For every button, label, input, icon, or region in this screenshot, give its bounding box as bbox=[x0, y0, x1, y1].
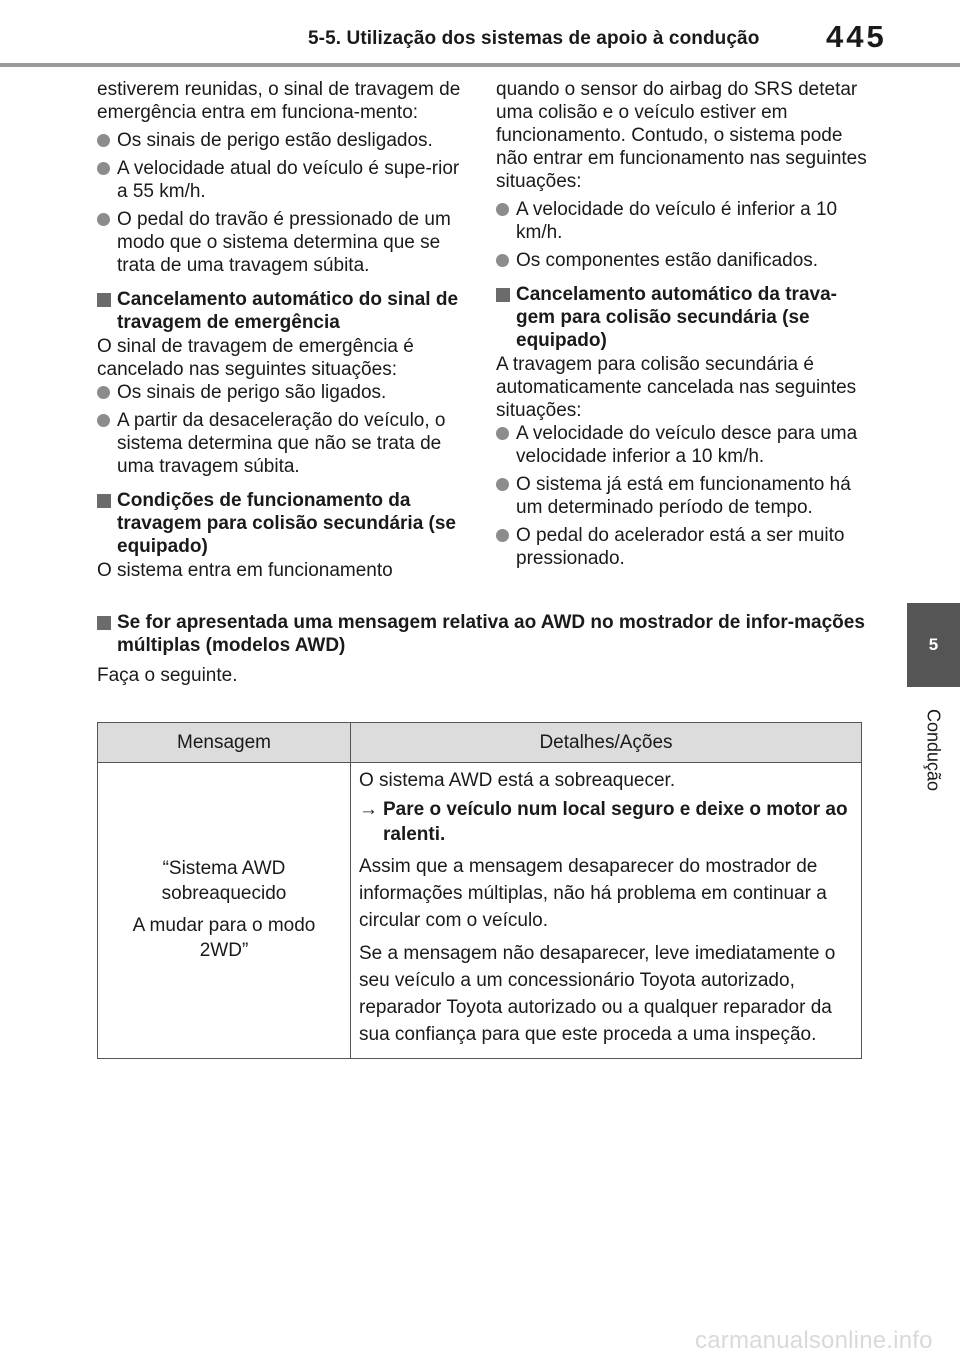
bullet-dot-icon bbox=[496, 427, 509, 440]
bullet-dot-icon bbox=[97, 386, 110, 399]
bullet-dot-icon bbox=[97, 162, 110, 175]
column-header-message: Mensagem bbox=[98, 723, 351, 763]
bullet-dot-icon bbox=[97, 213, 110, 226]
list-item: A velocidade atual do veículo é supe-rior a 55 km/h. bbox=[97, 157, 469, 203]
bullet-dot-icon bbox=[97, 414, 110, 427]
right-column bbox=[496, 78, 868, 575]
section-text: O sistema entra em funcionamento bbox=[97, 560, 393, 581]
section-heading: Cancelamento automático do sinal de travagem de emergência bbox=[97, 288, 469, 334]
message-text-line2: A mudar para o modo 2WD” bbox=[132, 915, 316, 961]
square-bullet-icon bbox=[496, 288, 510, 302]
awd-message-table bbox=[97, 722, 862, 1059]
section-header-title: 5-5. Utilização dos sistemas de apoio à condução bbox=[308, 28, 760, 49]
section-text: O sinal de travagem de emergência é cancelado nas seguintes situações: bbox=[97, 336, 414, 380]
watermark: carmanualsonline.info bbox=[695, 1327, 933, 1354]
message-text-line1: “Sistema AWD sobreaquecido bbox=[161, 858, 287, 904]
square-bullet-icon bbox=[97, 494, 111, 508]
bullet-dot-icon bbox=[97, 134, 110, 147]
left-intro: estiverem reunidas, o sinal de travagem de emergência entra em funciona-mento: bbox=[97, 79, 461, 123]
action-instruction: → Pare o veículo num local seguro e deixe o motor ao ralenti. bbox=[359, 799, 848, 845]
square-bullet-icon bbox=[97, 293, 111, 307]
message-cell bbox=[98, 763, 351, 1059]
header-divider bbox=[0, 63, 960, 67]
column-header-details: Detalhes/Ações bbox=[351, 723, 862, 763]
chapter-number: 5 bbox=[928, 635, 939, 654]
detail-text: O sistema AWD está a sobreaquecer. bbox=[359, 770, 676, 791]
detail-text: Se a mensagem não desaparecer, leve imediatamente o seu veículo a um concessionário Toyota autorizado, reparador Toyota autorizado ou a qualquer reparador da sua confiança para que este proceda a uma inspeção. bbox=[359, 943, 836, 1045]
chapter-tab[interactable] bbox=[907, 603, 960, 687]
table-header-row bbox=[98, 723, 862, 763]
section-heading: Cancelamento automático da trava-gem para colisão secundária (se equipado) bbox=[496, 283, 868, 352]
detail-text: Assim que a mensagem desaparecer do mostrador de informações múltiplas, não há problema em continuar a circular com o veículo. bbox=[359, 856, 827, 931]
list-item: A velocidade do veículo é inferior a 10 km/h. bbox=[496, 198, 868, 244]
list-item: O pedal do travão é pressionado de um modo que o sistema determina que se trata de uma travagem súbita. bbox=[97, 208, 469, 277]
bullet-dot-icon bbox=[496, 529, 509, 542]
details-cell bbox=[351, 763, 862, 1059]
awd-section-intro: Faça o seguinte. bbox=[97, 665, 238, 686]
list-item: A velocidade do veículo desce para uma velocidade inferior a 10 km/h. bbox=[496, 422, 868, 468]
list-item: O sistema já está em funcionamento há um determinado período de tempo. bbox=[496, 473, 868, 519]
bullet-dot-icon bbox=[496, 203, 509, 216]
list-item: Os sinais de perigo estão desligados. bbox=[97, 129, 469, 152]
list-item: A partir da desaceleração do veículo, o sistema determina que não se trata de uma travagem súbita. bbox=[97, 409, 469, 478]
left-column bbox=[97, 78, 469, 582]
arrow-right-icon: → bbox=[359, 799, 378, 820]
list-item: O pedal do acelerador está a ser muito pressionado. bbox=[496, 524, 868, 570]
section-text: A travagem para colisão secundária é automaticamente cancelada nas seguintes situações: bbox=[496, 354, 857, 421]
right-intro: quando o sensor do airbag do SRS detetar uma colisão e o veículo estiver em funcionamento. Contudo, o sistema pode não entrar em funcionamento nas seguintes situações: bbox=[496, 79, 867, 192]
page-number: 445 bbox=[826, 19, 887, 54]
section-heading: Condições de funcionamento da travagem para colisão secundária (se equipado) bbox=[97, 489, 469, 558]
square-bullet-icon bbox=[97, 616, 111, 630]
table-row bbox=[98, 763, 862, 1059]
bullet-dot-icon bbox=[496, 478, 509, 491]
list-item: Os componentes estão danificados. bbox=[496, 249, 868, 272]
bullet-dot-icon bbox=[496, 254, 509, 267]
chapter-label-text: Condução bbox=[923, 708, 944, 792]
list-item: Os sinais de perigo são ligados. bbox=[97, 381, 469, 404]
awd-section-heading: Se for apresentada uma mensagem relativa ao AWD no mostrador de infor-mações múltiplas (modelos AWD) bbox=[97, 611, 867, 657]
